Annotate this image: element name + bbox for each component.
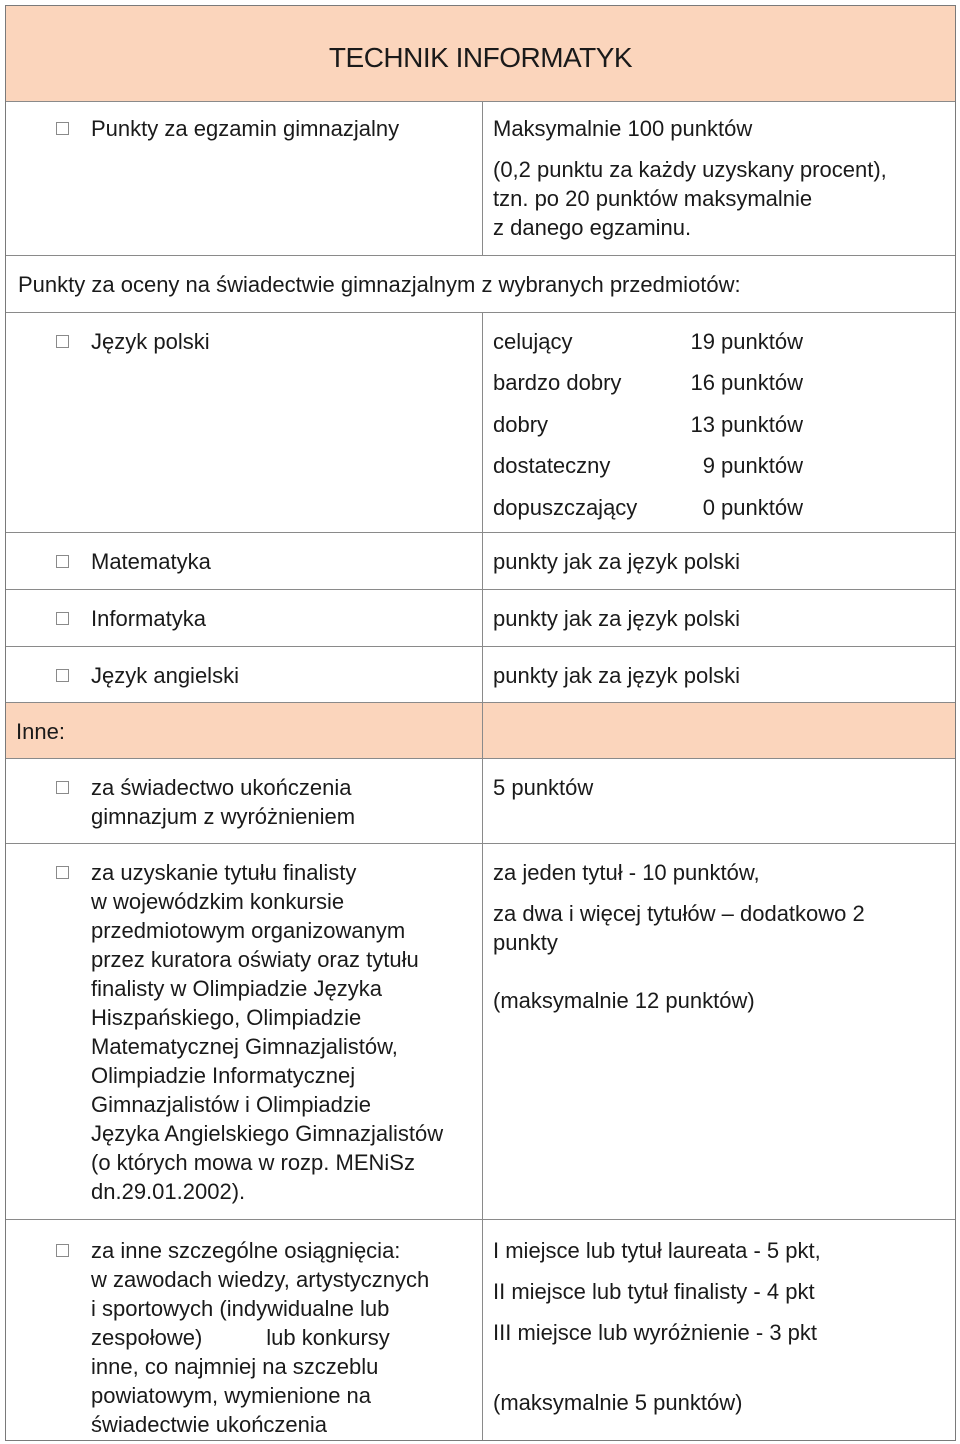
achievements-value-max: (maksymalnie 5 punktów) [493, 1390, 743, 1415]
achievements-line: świadectwie ukończenia [91, 1412, 328, 1437]
polish-row [6, 313, 955, 533]
polish-grades-cell [483, 313, 955, 532]
checkbox-icon [56, 612, 69, 625]
checkbox-icon [56, 669, 69, 682]
subject-label: Język angielski [91, 663, 239, 688]
achievements-value-line: III miejsce lub wyróżnienie - 3 pkt [493, 1320, 818, 1345]
finalist-value-max: (maksymalnie 12 punktów) [493, 988, 755, 1013]
finalist-line: przez kuratora oświaty oraz tytułu [91, 947, 419, 972]
finalist-line: (o których mowa w rozp. MENiSz [91, 1150, 415, 1175]
grade-name: dopuszczający [493, 495, 638, 520]
grade-name: dostateczny [493, 453, 611, 478]
honors-line: za świadectwo ukończenia [91, 775, 352, 800]
finalist-row [6, 844, 955, 1220]
subject-value: punkty jak za język polski [493, 549, 740, 574]
exam-detail-line: z danego egzaminu. [493, 215, 692, 240]
checkbox-icon [56, 335, 69, 348]
finalist-value-line: punkty [493, 930, 558, 955]
grade-name: celujący [493, 329, 573, 354]
achievements-line: lub konkursy [266, 1325, 390, 1350]
checkbox-icon [56, 866, 69, 879]
finalist-line: w wojewódzkim konkursie [91, 889, 345, 914]
exam-row [6, 102, 955, 256]
subject-value: punkty jak za język polski [493, 606, 740, 631]
grade-points: 13 punktów [690, 412, 803, 437]
achievements-line: za inne szczególne osiągnięcia: [91, 1238, 401, 1263]
checkbox-icon [56, 781, 69, 794]
grade-points: 0 punktów [702, 495, 803, 520]
subject-label: Informatyka [91, 606, 206, 631]
honors-row [6, 759, 955, 844]
grade-row [493, 451, 933, 480]
finalist-line: Matematycznej Gimnazjalistów, [91, 1034, 398, 1059]
checkbox-icon [56, 1244, 69, 1257]
grade-row [493, 410, 933, 439]
finalist-line: finalisty w Olimpiadzie Języka [91, 976, 382, 1001]
achievements-line: inne, co najmniej na szczeblu [91, 1354, 379, 1379]
grade-row [493, 368, 933, 397]
subject-row-angielski [6, 647, 955, 703]
grade-points: 9 punktów [702, 453, 803, 478]
exam-value-cell [483, 102, 955, 255]
exam-max: Maksymalnie 100 punktów [493, 116, 753, 141]
grade-name: dobry [493, 412, 549, 437]
exam-detail-line: (0,2 punktu za każdy uzyskany procent), [493, 157, 887, 182]
finalist-line: Języka Angielskiego Gimnazjalistów [91, 1121, 444, 1146]
exam-detail-line: tzn. po 20 punktów maksymalnie [493, 186, 813, 211]
grade-points: 19 punktów [690, 329, 803, 354]
finalist-line: Gimnazjalistów i Olimpiadzie [91, 1092, 371, 1117]
finalist-line: przedmiotowym organizowanym [91, 918, 406, 943]
exam-label-cell [6, 102, 483, 255]
page-title: TECHNIK INFORMATYK [328, 42, 633, 73]
other-header-row [6, 703, 955, 759]
criteria-table [5, 5, 956, 1441]
title-row [6, 6, 955, 102]
achievements-line: zespołowe) [91, 1325, 203, 1350]
grades-header: Punkty za oceny na świadectwie gimnazjalnym z wybranych przedmiotów: [18, 272, 741, 297]
finalist-line: Olimpiadzie Informatycznej [91, 1063, 356, 1088]
achievements-value-line: I miejsce lub tytuł laureata - 5 pkt, [493, 1238, 821, 1263]
polish-label: Język polski [91, 329, 210, 354]
other-header: Inne: [16, 719, 65, 744]
achievements-line: powiatowym, wymienione na [91, 1383, 372, 1408]
exam-label: Punkty za egzamin gimnazjalny [91, 116, 400, 141]
subject-label: Matematyka [91, 549, 211, 574]
achievements-line: i sportowych (indywidualne lub [91, 1296, 390, 1321]
finalist-value-line: za jeden tytuł - 10 punktów, [493, 860, 760, 885]
grades-header-row [6, 256, 955, 313]
honors-line: gimnazjum z wyróżnieniem [91, 804, 356, 829]
achievements-line: w zawodach wiedzy, artystycznych [91, 1267, 430, 1292]
subject-row-matematyka [6, 533, 955, 590]
finalist-line: za uzyskanie tytułu finalisty [91, 860, 357, 885]
grade-row [493, 327, 933, 356]
subject-value: punkty jak za język polski [493, 663, 740, 688]
achievements-value-line: II miejsce lub tytuł finalisty - 4 pkt [493, 1279, 815, 1304]
finalist-line: dn.29.01.2002). [91, 1179, 246, 1204]
checkbox-icon [56, 122, 69, 135]
polish-label-cell [6, 313, 483, 532]
achievements-row [6, 1220, 955, 1441]
grade-name: bardzo dobry [493, 370, 622, 395]
grade-points: 16 punktów [690, 370, 803, 395]
grade-row [493, 493, 933, 522]
subject-row-informatyka [6, 590, 955, 647]
honors-value: 5 punktów [493, 775, 594, 800]
finalist-line: Hiszpańskiego, Olimpiadzie [91, 1005, 362, 1030]
finalist-value-line: za dwa i więcej tytułów – dodatkowo 2 [493, 901, 865, 926]
checkbox-icon [56, 555, 69, 568]
